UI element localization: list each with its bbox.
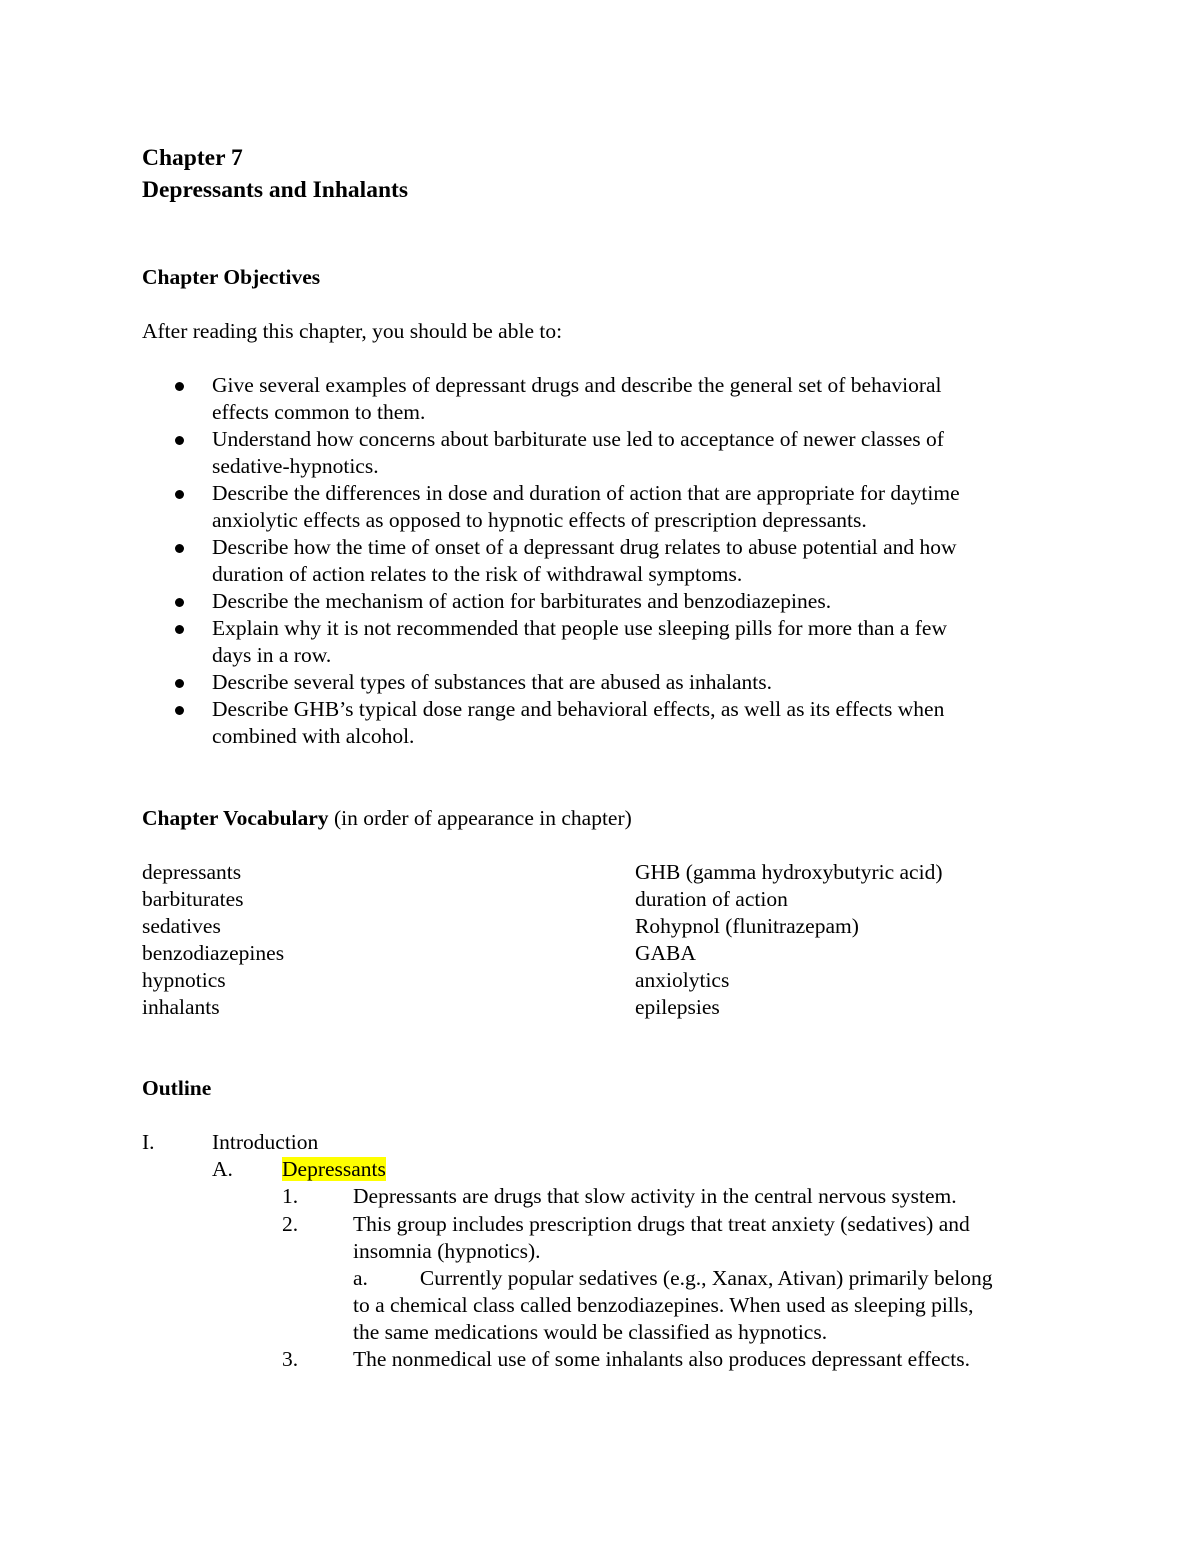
outline-number-2: 2. — [282, 1212, 299, 1236]
vocab-term: hypnotics — [142, 968, 226, 992]
vocab-term: depressants — [142, 860, 242, 884]
vocabulary-left-column — [142, 859, 284, 1021]
outline-number-1: 1. — [282, 1184, 299, 1208]
bullet-icon — [175, 436, 184, 445]
bullet-icon — [175, 490, 184, 499]
outline-point-2: This group includes prescription drugs that treat anxiety (sedatives) and insomnia (hypnotics). — [353, 1212, 970, 1263]
objectives-heading: Chapter Objectives — [142, 265, 321, 289]
objective-item: Describe the differences in dose and duration of action that are appropriate for daytime anxiolytic effects as opposed to hypnotic effects of prescription depressants. — [142, 480, 1062, 534]
highlighted-text: Depressants — [282, 1157, 386, 1181]
bullet-icon — [175, 625, 184, 634]
objective-item: Describe how the time of onset of a depressant drug relates to abuse potential and how duration of action relates to the risk of withdrawal symptoms. — [142, 534, 1062, 588]
objectives-intro: After reading this chapter, you should be able to: — [142, 319, 563, 343]
bullet-icon — [175, 598, 184, 607]
bullet-icon — [175, 544, 184, 553]
vocab-term: Rohypnol (flunitrazepam) — [635, 914, 859, 938]
outline-number-3: 3. — [282, 1347, 299, 1371]
chapter-title: Depressants and Inhalants — [142, 177, 408, 203]
vocab-term: inhalants — [142, 995, 220, 1019]
vocab-term: GHB (gamma hydroxybutyric acid) — [635, 860, 943, 884]
objective-item: Describe the mechanism of action for barbiturates and benzodiazepines. — [142, 588, 1062, 615]
outline-item-introduction: Introduction — [212, 1130, 319, 1154]
vocabulary-heading: Chapter Vocabulary — [142, 806, 329, 830]
outline-point-1: Depressants are drugs that slow activity in the central nervous system. — [353, 1184, 957, 1208]
vocab-term: duration of action — [635, 887, 788, 911]
outline-heading: Outline — [142, 1076, 212, 1100]
objective-item: Understand how concerns about barbiturate use led to acceptance of newer classes of sedative-hypnotics. — [142, 426, 1062, 480]
vocab-term: sedatives — [142, 914, 221, 938]
bullet-icon — [175, 706, 184, 715]
vocab-term: barbiturates — [142, 887, 244, 911]
vocabulary-note: (in order of appearance in chapter) — [333, 806, 632, 830]
vocab-term: epilepsies — [635, 995, 720, 1019]
bullet-icon — [175, 679, 184, 688]
outline-subheading-depressants — [282, 1156, 386, 1183]
outline-number-a-lower: a. — [353, 1266, 368, 1290]
vocab-term: GABA — [635, 941, 696, 965]
outline-number-i: I. — [142, 1130, 155, 1154]
objective-item: Explain why it is not recommended that people use sleeping pills for more than a few days in a row. — [142, 615, 1062, 669]
outline-point-3: The nonmedical use of some inhalants also produces depressant effects. — [353, 1347, 970, 1371]
vocab-term: anxiolytics — [635, 968, 730, 992]
objective-item: Give several examples of depressant drugs and describe the general set of behavioral effects common to them. — [142, 372, 1062, 426]
vocab-term: benzodiazepines — [142, 941, 285, 965]
chapter-number: Chapter 7 — [142, 145, 243, 171]
outline-subpoint-a: a. Currently popular sedatives (e.g., Xanax, Ativan) primarily belong to a chemical class called benzodiazepines. When used as sleeping pills, the same medications would be classified as hypnotics. — [353, 1266, 993, 1344]
outline-number-a: A. — [212, 1157, 233, 1181]
vocabulary-heading-line — [142, 805, 632, 832]
objectives-list — [142, 372, 1062, 750]
bullet-icon — [175, 382, 184, 391]
vocabulary-right-column — [635, 859, 943, 1021]
objective-item: Describe several types of substances that are abused as inhalants. — [142, 669, 1062, 696]
objective-item: Describe GHB’s typical dose range and behavioral effects, as well as its effects when combined with alcohol. — [142, 696, 1062, 750]
